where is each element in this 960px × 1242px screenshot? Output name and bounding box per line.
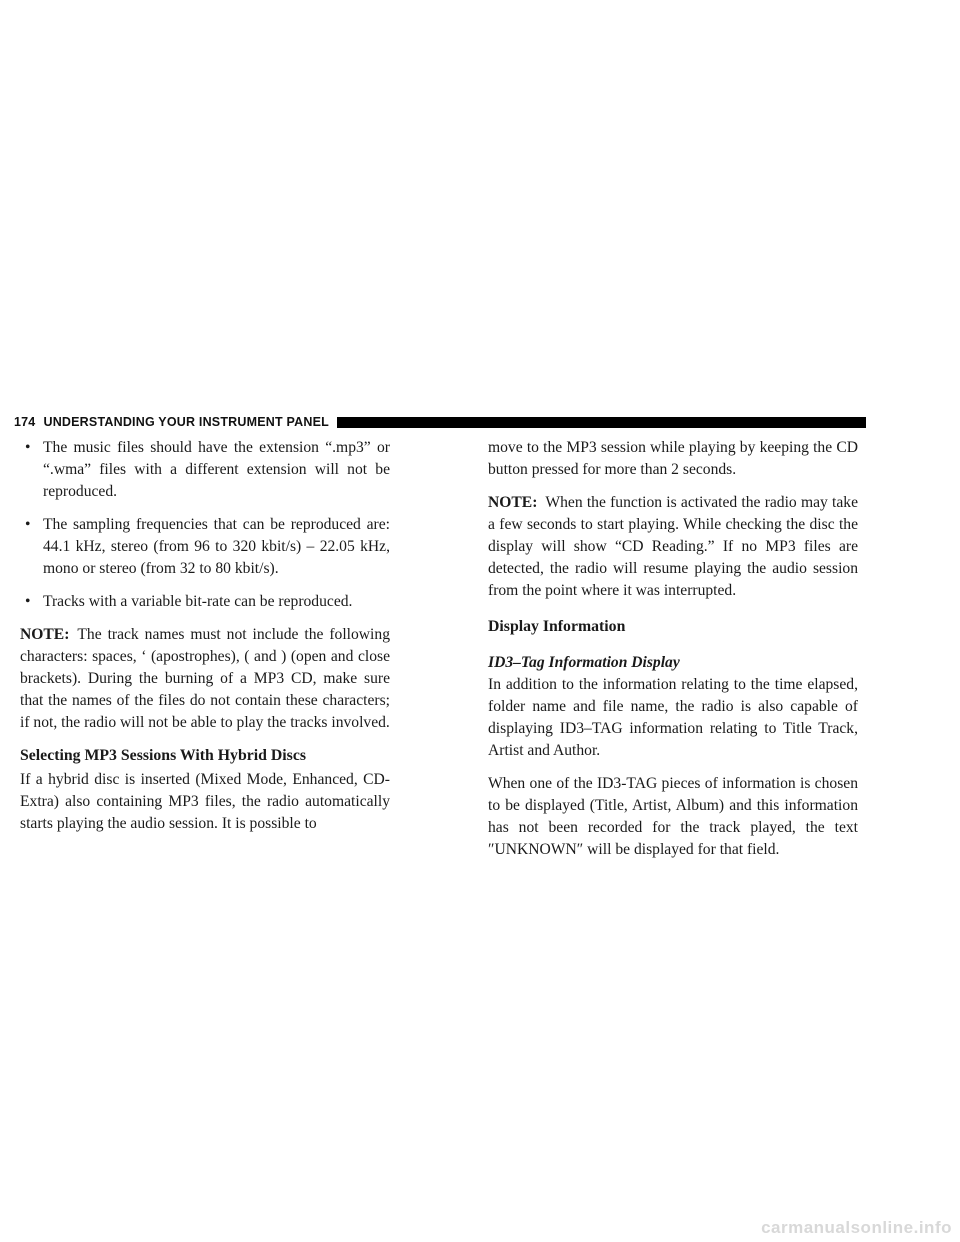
bullet-item xyxy=(20,514,390,580)
note-paragraph xyxy=(488,492,858,602)
bullet-text: The sampling frequencies that can be reproduced are: 44.1 kHz, stereo (from 96 to 320 kbit/s) – 22.05 kHz, mono or stereo (from 32 to 80 kbit/s). xyxy=(43,516,390,577)
bullet-item xyxy=(20,437,390,503)
note-text: The track names must not include the following characters: spaces, ‘ (apostrophes), ( and ) (open and close brackets). During the burning of a MP3 CD, make sure that the names of the files do not contain these characters; if not, the radio will not be able to play the tracks involved. xyxy=(20,626,390,731)
section-title: UNDERSTANDING YOUR INSTRUMENT PANEL xyxy=(43,415,329,429)
bullet-text: Tracks with a variable bit-rate can be reproduced. xyxy=(43,593,353,610)
watermark: carmanualsonline.info xyxy=(761,1218,952,1237)
id3-subheading: ID3–Tag Information Display xyxy=(488,654,680,671)
note-label: NOTE: xyxy=(488,494,538,511)
header-rule xyxy=(337,417,866,428)
note-text: When the function is activated the radio may take a few seconds to start playing. While checking the disc the display will show “CD Reading.” If no MP3 files are detected, the radio will resume playing the audio session from the point where it was interrupted. xyxy=(488,494,858,599)
right-column xyxy=(488,437,858,872)
page-header xyxy=(14,414,866,430)
hybrid-paragraph: If a hybrid disc is inserted (Mixed Mode, Enhanced, CD-Extra) also containing MP3 files, the radio automatically starts playing the audio session. It is possible to xyxy=(20,771,390,832)
bullet-item xyxy=(20,591,390,613)
left-column xyxy=(20,437,390,846)
note-label: NOTE: xyxy=(20,626,70,643)
page-number: 174 xyxy=(14,415,36,429)
bullet-text: The music files should have the extension “.mp3” or “.wma” files with a different extension will not be reproduced. xyxy=(43,439,390,500)
hybrid-heading: Selecting MP3 Sessions With Hybrid Discs xyxy=(20,747,306,764)
bullet-icon: • xyxy=(25,593,31,610)
unknown-paragraph: When one of the ID3-TAG pieces of information is chosen to be displayed (Title, Artist, Album) and this information has not been recorded for the track played, the text ″UNKNOWN″ will be displayed for that field. xyxy=(488,775,858,858)
note-paragraph xyxy=(20,624,390,734)
id3-paragraph: In addition to the information relating to the time elapsed, folder name and file name, the radio is also capable of displaying ID3–TAG information relating to Title Track, Artist and Author. xyxy=(488,676,858,759)
bullet-icon: • xyxy=(25,516,31,533)
display-heading: Display Information xyxy=(488,618,626,635)
bullet-icon: • xyxy=(25,439,31,456)
continuation-paragraph: move to the MP3 session while playing by keeping the CD button pressed for more than 2 seconds. xyxy=(488,439,858,478)
